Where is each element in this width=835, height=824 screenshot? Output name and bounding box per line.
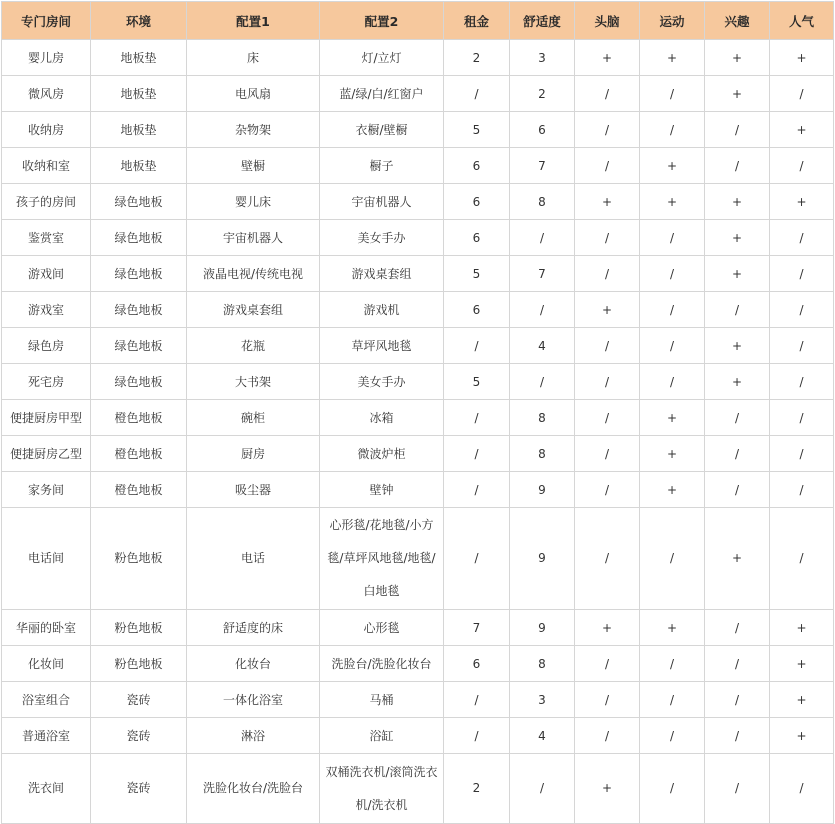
cell-interest: / — [705, 682, 770, 718]
cell-brain: / — [575, 328, 640, 364]
cell-comfort: 8 — [510, 400, 575, 436]
cell-rent: 6 — [444, 292, 510, 328]
cell-rent: / — [444, 400, 510, 436]
cell-config-2: 双桶洗衣机/滚筒洗衣机/洗衣机 — [320, 754, 444, 824]
cell-interest: + — [705, 328, 770, 364]
cell-sport: / — [640, 256, 705, 292]
cell-rent: / — [444, 472, 510, 508]
table-row — [2, 364, 834, 400]
cell-brain: / — [575, 112, 640, 148]
cell-comfort: / — [510, 220, 575, 256]
table-row — [2, 718, 834, 754]
cell-brain: + — [575, 754, 640, 824]
header-environment: 环境 — [91, 2, 187, 40]
cell-rent: 2 — [444, 40, 510, 76]
cell-environment: 橙色地板 — [91, 400, 187, 436]
cell-brain: / — [575, 76, 640, 112]
cell-config-2: 冰箱 — [320, 400, 444, 436]
cell-brain: / — [575, 364, 640, 400]
cell-popularity: / — [770, 364, 834, 400]
cell-environment: 粉色地板 — [91, 508, 187, 610]
cell-comfort: 3 — [510, 682, 575, 718]
cell-brain: / — [575, 400, 640, 436]
cell-brain: / — [575, 682, 640, 718]
cell-interest: / — [705, 112, 770, 148]
cell-comfort: 7 — [510, 148, 575, 184]
cell-interest: + — [705, 40, 770, 76]
cell-config-1: 吸尘器 — [187, 472, 320, 508]
cell-comfort: / — [510, 292, 575, 328]
cell-config-2: 橱子 — [320, 148, 444, 184]
cell-config-1: 婴儿床 — [187, 184, 320, 220]
cell-interest: / — [705, 610, 770, 646]
cell-room: 浴室组合 — [2, 682, 91, 718]
table-row — [2, 76, 834, 112]
cell-rent: 6 — [444, 646, 510, 682]
cell-config-1: 碗柜 — [187, 400, 320, 436]
cell-rent: / — [444, 436, 510, 472]
cell-popularity: + — [770, 40, 834, 76]
cell-comfort: 7 — [510, 256, 575, 292]
cell-config-1: 洗脸化妆台/洗脸台 — [187, 754, 320, 824]
cell-brain: + — [575, 292, 640, 328]
cell-brain: / — [575, 148, 640, 184]
cell-sport: + — [640, 610, 705, 646]
cell-config-2: 宇宙机器人 — [320, 184, 444, 220]
cell-rent: / — [444, 682, 510, 718]
cell-interest: + — [705, 184, 770, 220]
cell-popularity: / — [770, 292, 834, 328]
cell-brain: / — [575, 256, 640, 292]
cell-config-1: 液晶电视/传统电视 — [187, 256, 320, 292]
cell-popularity: / — [770, 472, 834, 508]
cell-room: 鉴赏室 — [2, 220, 91, 256]
cell-comfort: 3 — [510, 40, 575, 76]
cell-comfort: 6 — [510, 112, 575, 148]
cell-sport: + — [640, 400, 705, 436]
cell-room: 家务间 — [2, 472, 91, 508]
cell-brain: / — [575, 436, 640, 472]
header-row — [2, 2, 834, 40]
cell-comfort: / — [510, 754, 575, 824]
cell-popularity: + — [770, 682, 834, 718]
cell-rent: 2 — [444, 754, 510, 824]
cell-rent: / — [444, 76, 510, 112]
cell-room: 普通浴室 — [2, 718, 91, 754]
cell-room: 游戏室 — [2, 292, 91, 328]
cell-config-1: 杂物架 — [187, 112, 320, 148]
cell-config-1: 一体化浴室 — [187, 682, 320, 718]
header-comfort: 舒适度 — [510, 2, 575, 40]
cell-config-1: 淋浴 — [187, 718, 320, 754]
cell-brain: / — [575, 508, 640, 610]
cell-room: 死宅房 — [2, 364, 91, 400]
cell-rent: 6 — [444, 184, 510, 220]
cell-popularity: + — [770, 718, 834, 754]
cell-rent: / — [444, 718, 510, 754]
cell-comfort: 4 — [510, 328, 575, 364]
cell-room: 化妆间 — [2, 646, 91, 682]
table-row — [2, 610, 834, 646]
cell-room: 收纳房 — [2, 112, 91, 148]
cell-popularity: / — [770, 328, 834, 364]
table-row — [2, 220, 834, 256]
cell-config-1: 电话 — [187, 508, 320, 610]
cell-config-1: 宇宙机器人 — [187, 220, 320, 256]
cell-popularity: + — [770, 646, 834, 682]
table-row — [2, 754, 834, 824]
cell-config-1: 花瓶 — [187, 328, 320, 364]
cell-config-2: 游戏机 — [320, 292, 444, 328]
cell-brain: / — [575, 646, 640, 682]
cell-rent: 6 — [444, 220, 510, 256]
cell-sport: / — [640, 292, 705, 328]
table-row — [2, 508, 834, 610]
cell-environment: 绿色地板 — [91, 292, 187, 328]
table-row — [2, 328, 834, 364]
cell-interest: / — [705, 718, 770, 754]
cell-popularity: + — [770, 184, 834, 220]
cell-rent: 5 — [444, 112, 510, 148]
cell-room: 洗衣间 — [2, 754, 91, 824]
cell-config-2: 微波炉柜 — [320, 436, 444, 472]
cell-brain: + — [575, 610, 640, 646]
cell-comfort: 8 — [510, 184, 575, 220]
header-config-1: 配置1 — [187, 2, 320, 40]
cell-config-2: 美女手办 — [320, 364, 444, 400]
cell-rent: 7 — [444, 610, 510, 646]
cell-room: 绿色房 — [2, 328, 91, 364]
cell-sport: + — [640, 472, 705, 508]
cell-popularity: / — [770, 400, 834, 436]
cell-environment: 绿色地板 — [91, 328, 187, 364]
cell-config-2: 草坪风地毯 — [320, 328, 444, 364]
cell-environment: 地板垫 — [91, 40, 187, 76]
cell-room: 华丽的卧室 — [2, 610, 91, 646]
cell-config-2: 灯/立灯 — [320, 40, 444, 76]
cell-popularity: / — [770, 76, 834, 112]
header-room: 专门房间 — [2, 2, 91, 40]
cell-rent: 5 — [444, 364, 510, 400]
cell-sport: + — [640, 40, 705, 76]
cell-environment: 粉色地板 — [91, 610, 187, 646]
cell-sport: / — [640, 508, 705, 610]
cell-environment: 橙色地板 — [91, 436, 187, 472]
cell-comfort: 2 — [510, 76, 575, 112]
cell-config-2: 浴缸 — [320, 718, 444, 754]
cell-environment: 绿色地板 — [91, 256, 187, 292]
cell-interest: / — [705, 646, 770, 682]
cell-environment: 瓷砖 — [91, 754, 187, 824]
cell-rent: 5 — [444, 256, 510, 292]
cell-interest: / — [705, 754, 770, 824]
table-row — [2, 40, 834, 76]
header-rent: 租金 — [444, 2, 510, 40]
cell-interest: + — [705, 256, 770, 292]
cell-interest: + — [705, 364, 770, 400]
cell-config-2: 游戏桌套组 — [320, 256, 444, 292]
cell-interest: / — [705, 148, 770, 184]
header-sport: 运动 — [640, 2, 705, 40]
cell-room: 婴儿房 — [2, 40, 91, 76]
cell-interest: / — [705, 436, 770, 472]
cell-sport: + — [640, 184, 705, 220]
table-row — [2, 646, 834, 682]
cell-sport: / — [640, 364, 705, 400]
cell-interest: + — [705, 508, 770, 610]
cell-config-2: 心形毯 — [320, 610, 444, 646]
table-row — [2, 682, 834, 718]
cell-room: 电话间 — [2, 508, 91, 610]
cell-brain: / — [575, 472, 640, 508]
header-brain: 头脑 — [575, 2, 640, 40]
cell-config-1: 化妆台 — [187, 646, 320, 682]
cell-environment: 地板垫 — [91, 148, 187, 184]
cell-config-2: 马桶 — [320, 682, 444, 718]
cell-config-2: 衣橱/壁橱 — [320, 112, 444, 148]
cell-environment: 地板垫 — [91, 112, 187, 148]
cell-popularity: / — [770, 256, 834, 292]
cell-config-2: 心形毯/花地毯/小方毯/草坪风地毯/地毯/白地毯 — [320, 508, 444, 610]
cell-sport: / — [640, 646, 705, 682]
cell-comfort: / — [510, 364, 575, 400]
cell-sport: / — [640, 220, 705, 256]
cell-environment: 绿色地板 — [91, 184, 187, 220]
cell-room: 微风房 — [2, 76, 91, 112]
cell-interest: + — [705, 76, 770, 112]
cell-comfort: 9 — [510, 472, 575, 508]
cell-interest: / — [705, 292, 770, 328]
table-row — [2, 184, 834, 220]
cell-sport: / — [640, 682, 705, 718]
table-row — [2, 400, 834, 436]
cell-room: 便捷厨房乙型 — [2, 436, 91, 472]
cell-comfort: 9 — [510, 508, 575, 610]
table-row — [2, 472, 834, 508]
cell-popularity: / — [770, 508, 834, 610]
cell-config-1: 壁橱 — [187, 148, 320, 184]
cell-comfort: 9 — [510, 610, 575, 646]
cell-config-1: 舒适度的床 — [187, 610, 320, 646]
cell-rent: 6 — [444, 148, 510, 184]
cell-config-2: 蓝/绿/白/红窗户 — [320, 76, 444, 112]
cell-config-1: 厨房 — [187, 436, 320, 472]
table-row — [2, 256, 834, 292]
table-row — [2, 292, 834, 328]
cell-environment: 瓷砖 — [91, 682, 187, 718]
cell-brain: + — [575, 184, 640, 220]
header-popularity: 人气 — [770, 2, 834, 40]
cell-sport: / — [640, 328, 705, 364]
cell-sport: / — [640, 76, 705, 112]
cell-environment: 橙色地板 — [91, 472, 187, 508]
cell-popularity: + — [770, 610, 834, 646]
header-config-2: 配置2 — [320, 2, 444, 40]
cell-config-2: 洗脸台/洗脸化妆台 — [320, 646, 444, 682]
cell-sport: + — [640, 436, 705, 472]
cell-config-1: 游戏桌套组 — [187, 292, 320, 328]
cell-room: 便捷厨房甲型 — [2, 400, 91, 436]
cell-environment: 绿色地板 — [91, 220, 187, 256]
cell-brain: + — [575, 40, 640, 76]
cell-brain: / — [575, 220, 640, 256]
cell-room: 游戏间 — [2, 256, 91, 292]
cell-sport: / — [640, 112, 705, 148]
cell-popularity: / — [770, 148, 834, 184]
table-row — [2, 112, 834, 148]
cell-popularity: / — [770, 436, 834, 472]
cell-config-1: 大书架 — [187, 364, 320, 400]
table-row — [2, 436, 834, 472]
cell-environment: 瓷砖 — [91, 718, 187, 754]
table-row — [2, 148, 834, 184]
cell-rent: / — [444, 508, 510, 610]
cell-comfort: 4 — [510, 718, 575, 754]
room-table — [1, 1, 834, 824]
cell-popularity: / — [770, 754, 834, 824]
cell-config-2: 壁钟 — [320, 472, 444, 508]
cell-environment: 地板垫 — [91, 76, 187, 112]
cell-room: 收纳和室 — [2, 148, 91, 184]
cell-config-1: 床 — [187, 40, 320, 76]
cell-popularity: / — [770, 220, 834, 256]
cell-interest: / — [705, 472, 770, 508]
cell-sport: / — [640, 718, 705, 754]
cell-sport: / — [640, 754, 705, 824]
cell-interest: + — [705, 220, 770, 256]
cell-popularity: + — [770, 112, 834, 148]
cell-environment: 绿色地板 — [91, 364, 187, 400]
header-interest: 兴趣 — [705, 2, 770, 40]
cell-sport: + — [640, 148, 705, 184]
cell-interest: / — [705, 400, 770, 436]
cell-room: 孩子的房间 — [2, 184, 91, 220]
cell-comfort: 8 — [510, 436, 575, 472]
cell-config-2: 美女手办 — [320, 220, 444, 256]
cell-rent: / — [444, 328, 510, 364]
cell-environment: 粉色地板 — [91, 646, 187, 682]
cell-comfort: 8 — [510, 646, 575, 682]
cell-config-1: 电风扇 — [187, 76, 320, 112]
cell-brain: / — [575, 718, 640, 754]
